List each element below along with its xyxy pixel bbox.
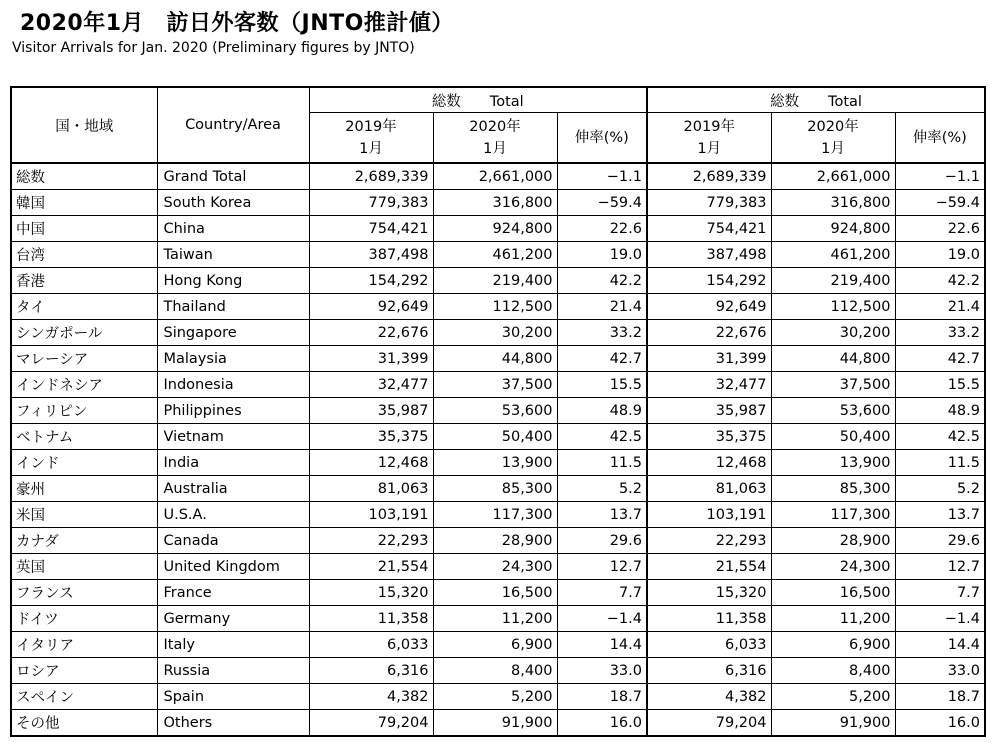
table-row	[11, 294, 985, 320]
cell-rate-a: 19.0	[557, 242, 647, 268]
cell-2019-a: 35,375	[309, 424, 433, 450]
cell-rate-b: −1.4	[895, 606, 985, 632]
cell-2019-b: 32,477	[647, 372, 771, 398]
header-2020-b: 2020年 1月	[771, 113, 895, 164]
cell-2019-b: 11,358	[647, 606, 771, 632]
cell-rate-b: 14.4	[895, 632, 985, 658]
cell-2020-a: 53,600	[433, 398, 557, 424]
cell-region-jp: タイ	[11, 294, 157, 320]
cell-region-jp: カナダ	[11, 528, 157, 554]
cell-region-jp: ロシア	[11, 658, 157, 684]
cell-2020-a: 5,200	[433, 684, 557, 710]
header-region-jp: 国・地域	[11, 87, 157, 163]
cell-2019-a: 22,676	[309, 320, 433, 346]
cell-2019-a: 387,498	[309, 242, 433, 268]
cell-rate-a: 21.4	[557, 294, 647, 320]
table-row	[11, 372, 985, 398]
cell-2020-b: 37,500	[771, 372, 895, 398]
visitor-arrivals-table	[10, 86, 986, 737]
cell-rate-b: 33.0	[895, 658, 985, 684]
cell-2019-a: 6,033	[309, 632, 433, 658]
table-row	[11, 190, 985, 216]
cell-rate-b: 18.7	[895, 684, 985, 710]
cell-2020-a: 13,900	[433, 450, 557, 476]
cell-region-en: U.S.A.	[157, 502, 309, 528]
cell-region-en: United Kingdom	[157, 554, 309, 580]
cell-rate-b: 42.7	[895, 346, 985, 372]
cell-2020-b: 924,800	[771, 216, 895, 242]
cell-rate-b: 7.7	[895, 580, 985, 606]
cell-2020-b: 2,661,000	[771, 163, 895, 190]
cell-2020-b: 112,500	[771, 294, 895, 320]
cell-2020-b: 53,600	[771, 398, 895, 424]
cell-2019-b: 15,320	[647, 580, 771, 606]
cell-rate-a: 13.7	[557, 502, 647, 528]
cell-rate-b: 22.6	[895, 216, 985, 242]
cell-2020-a: 50,400	[433, 424, 557, 450]
cell-2019-b: 2,689,339	[647, 163, 771, 190]
cell-rate-a: 14.4	[557, 632, 647, 658]
cell-2020-a: 117,300	[433, 502, 557, 528]
cell-2019-a: 12,468	[309, 450, 433, 476]
cell-2020-a: 924,800	[433, 216, 557, 242]
header-total-group-1: 総数 Total	[309, 87, 647, 113]
cell-2020-a: 2,661,000	[433, 163, 557, 190]
cell-region-jp: その他	[11, 710, 157, 737]
cell-region-en: Australia	[157, 476, 309, 502]
cell-region-jp: 豪州	[11, 476, 157, 502]
cell-rate-b: 33.2	[895, 320, 985, 346]
cell-2020-a: 44,800	[433, 346, 557, 372]
cell-2019-b: 81,063	[647, 476, 771, 502]
cell-region-jp: ドイツ	[11, 606, 157, 632]
cell-2019-b: 6,033	[647, 632, 771, 658]
cell-region-jp: インドネシア	[11, 372, 157, 398]
table-row	[11, 242, 985, 268]
cell-2019-b: 21,554	[647, 554, 771, 580]
cell-2019-b: 35,375	[647, 424, 771, 450]
cell-2019-a: 81,063	[309, 476, 433, 502]
cell-2019-b: 4,382	[647, 684, 771, 710]
cell-region-jp: 総数	[11, 163, 157, 190]
cell-2020-b: 8,400	[771, 658, 895, 684]
cell-region-en: South Korea	[157, 190, 309, 216]
cell-rate-b: 42.2	[895, 268, 985, 294]
table-row	[11, 268, 985, 294]
cell-region-en: China	[157, 216, 309, 242]
cell-2019-b: 79,204	[647, 710, 771, 737]
cell-2020-a: 24,300	[433, 554, 557, 580]
header-2019-a: 2019年 1月	[309, 113, 433, 164]
cell-region-jp: シンガポール	[11, 320, 157, 346]
table-row	[11, 658, 985, 684]
header-rate-b: 伸率(%)	[895, 113, 985, 164]
cell-region-jp: ベトナム	[11, 424, 157, 450]
cell-rate-a: 5.2	[557, 476, 647, 502]
cell-2020-b: 219,400	[771, 268, 895, 294]
cell-region-jp: 台湾	[11, 242, 157, 268]
cell-2020-b: 44,800	[771, 346, 895, 372]
cell-rate-a: 42.7	[557, 346, 647, 372]
cell-2019-a: 31,399	[309, 346, 433, 372]
cell-2019-b: 22,293	[647, 528, 771, 554]
cell-rate-b: 42.5	[895, 424, 985, 450]
header-rate-a: 伸率(%)	[557, 113, 647, 164]
table-row	[11, 320, 985, 346]
cell-rate-a: 33.0	[557, 658, 647, 684]
table-row	[11, 632, 985, 658]
cell-2019-b: 31,399	[647, 346, 771, 372]
cell-2019-a: 11,358	[309, 606, 433, 632]
cell-region-jp: フランス	[11, 580, 157, 606]
cell-2019-a: 35,987	[309, 398, 433, 424]
cell-region-en: France	[157, 580, 309, 606]
page-subtitle: Visitor Arrivals for Jan. 2020 (Preliminary figures by JNTO)	[12, 40, 415, 56]
cell-2020-a: 112,500	[433, 294, 557, 320]
cell-2020-b: 13,900	[771, 450, 895, 476]
cell-2019-a: 154,292	[309, 268, 433, 294]
cell-rate-b: 21.4	[895, 294, 985, 320]
cell-2019-a: 79,204	[309, 710, 433, 737]
cell-2020-a: 30,200	[433, 320, 557, 346]
cell-rate-a: 42.2	[557, 268, 647, 294]
cell-region-jp: 英国	[11, 554, 157, 580]
cell-2020-a: 28,900	[433, 528, 557, 554]
table-row	[11, 398, 985, 424]
cell-2019-b: 154,292	[647, 268, 771, 294]
cell-rate-a: 18.7	[557, 684, 647, 710]
header-region-en: Country/Area	[157, 87, 309, 163]
cell-2019-a: 22,293	[309, 528, 433, 554]
cell-region-jp: 韓国	[11, 190, 157, 216]
cell-2020-a: 16,500	[433, 580, 557, 606]
cell-region-en: Philippines	[157, 398, 309, 424]
cell-rate-b: 29.6	[895, 528, 985, 554]
cell-2020-a: 11,200	[433, 606, 557, 632]
cell-region-jp: 中国	[11, 216, 157, 242]
table-row	[11, 163, 985, 190]
cell-2019-a: 21,554	[309, 554, 433, 580]
cell-2019-a: 6,316	[309, 658, 433, 684]
cell-2019-a: 103,191	[309, 502, 433, 528]
table-row	[11, 424, 985, 450]
table-row	[11, 450, 985, 476]
table-row	[11, 710, 985, 737]
cell-rate-a: −59.4	[557, 190, 647, 216]
table-row	[11, 502, 985, 528]
table-row	[11, 554, 985, 580]
cell-2020-a: 316,800	[433, 190, 557, 216]
cell-rate-a: −1.4	[557, 606, 647, 632]
cell-region-en: Malaysia	[157, 346, 309, 372]
cell-2019-a: 779,383	[309, 190, 433, 216]
cell-rate-a: 29.6	[557, 528, 647, 554]
cell-rate-b: −1.1	[895, 163, 985, 190]
cell-2020-b: 91,900	[771, 710, 895, 737]
cell-rate-a: −1.1	[557, 163, 647, 190]
cell-region-jp: インド	[11, 450, 157, 476]
cell-2020-a: 37,500	[433, 372, 557, 398]
cell-region-en: Others	[157, 710, 309, 737]
cell-region-jp: イタリア	[11, 632, 157, 658]
cell-2019-a: 4,382	[309, 684, 433, 710]
cell-rate-a: 11.5	[557, 450, 647, 476]
cell-2020-b: 461,200	[771, 242, 895, 268]
cell-region-en: Hong Kong	[157, 268, 309, 294]
cell-2020-b: 6,900	[771, 632, 895, 658]
cell-region-en: Germany	[157, 606, 309, 632]
table-row	[11, 476, 985, 502]
cell-2020-b: 50,400	[771, 424, 895, 450]
cell-2020-a: 8,400	[433, 658, 557, 684]
cell-region-en: Russia	[157, 658, 309, 684]
cell-2019-b: 6,316	[647, 658, 771, 684]
cell-region-en: India	[157, 450, 309, 476]
table-row	[11, 580, 985, 606]
cell-2019-b: 103,191	[647, 502, 771, 528]
cell-region-jp: 米国	[11, 502, 157, 528]
cell-2020-b: 16,500	[771, 580, 895, 606]
cell-2019-a: 92,649	[309, 294, 433, 320]
table-row	[11, 216, 985, 242]
cell-rate-b: 12.7	[895, 554, 985, 580]
cell-region-jp: マレーシア	[11, 346, 157, 372]
cell-rate-a: 33.2	[557, 320, 647, 346]
cell-2019-b: 12,468	[647, 450, 771, 476]
cell-2020-a: 6,900	[433, 632, 557, 658]
cell-region-en: Spain	[157, 684, 309, 710]
cell-region-en: Italy	[157, 632, 309, 658]
cell-region-jp: フィリピン	[11, 398, 157, 424]
table-row	[11, 684, 985, 710]
cell-rate-b: 11.5	[895, 450, 985, 476]
cell-2020-b: 316,800	[771, 190, 895, 216]
cell-region-en: Thailand	[157, 294, 309, 320]
cell-2020-a: 91,900	[433, 710, 557, 737]
cell-rate-a: 7.7	[557, 580, 647, 606]
header-row-group	[11, 87, 985, 113]
cell-rate-b: 13.7	[895, 502, 985, 528]
cell-2020-b: 28,900	[771, 528, 895, 554]
cell-rate-a: 12.7	[557, 554, 647, 580]
cell-2019-a: 32,477	[309, 372, 433, 398]
cell-rate-b: 5.2	[895, 476, 985, 502]
cell-2019-b: 754,421	[647, 216, 771, 242]
cell-2019-a: 2,689,339	[309, 163, 433, 190]
table-row	[11, 606, 985, 632]
cell-2020-b: 85,300	[771, 476, 895, 502]
cell-rate-a: 22.6	[557, 216, 647, 242]
cell-2020-a: 85,300	[433, 476, 557, 502]
cell-2020-b: 5,200	[771, 684, 895, 710]
cell-2020-b: 30,200	[771, 320, 895, 346]
cell-region-en: Singapore	[157, 320, 309, 346]
cell-rate-b: −59.4	[895, 190, 985, 216]
cell-2019-a: 15,320	[309, 580, 433, 606]
cell-2020-a: 219,400	[433, 268, 557, 294]
table-row	[11, 528, 985, 554]
cell-2020-b: 117,300	[771, 502, 895, 528]
header-2019-b: 2019年 1月	[647, 113, 771, 164]
cell-rate-b: 16.0	[895, 710, 985, 737]
page-title: 2020年1月 訪日外客数（JNTO推計値）	[20, 11, 454, 36]
table-row	[11, 346, 985, 372]
cell-2020-b: 11,200	[771, 606, 895, 632]
cell-2020-b: 24,300	[771, 554, 895, 580]
cell-2019-b: 92,649	[647, 294, 771, 320]
cell-2019-b: 35,987	[647, 398, 771, 424]
cell-rate-a: 16.0	[557, 710, 647, 737]
cell-2019-a: 754,421	[309, 216, 433, 242]
cell-2019-b: 779,383	[647, 190, 771, 216]
cell-region-en: Vietnam	[157, 424, 309, 450]
cell-2019-b: 22,676	[647, 320, 771, 346]
header-2020-a: 2020年 1月	[433, 113, 557, 164]
cell-region-jp: スペイン	[11, 684, 157, 710]
cell-region-en: Indonesia	[157, 372, 309, 398]
cell-rate-b: 15.5	[895, 372, 985, 398]
cell-region-jp: 香港	[11, 268, 157, 294]
cell-region-en: Taiwan	[157, 242, 309, 268]
cell-2020-a: 461,200	[433, 242, 557, 268]
cell-rate-a: 48.9	[557, 398, 647, 424]
cell-rate-b: 19.0	[895, 242, 985, 268]
cell-rate-b: 48.9	[895, 398, 985, 424]
header-total-group-2: 総数 Total	[647, 87, 985, 113]
cell-2019-b: 387,498	[647, 242, 771, 268]
cell-region-en: Grand Total	[157, 163, 309, 190]
cell-rate-a: 15.5	[557, 372, 647, 398]
cell-region-en: Canada	[157, 528, 309, 554]
cell-rate-a: 42.5	[557, 424, 647, 450]
